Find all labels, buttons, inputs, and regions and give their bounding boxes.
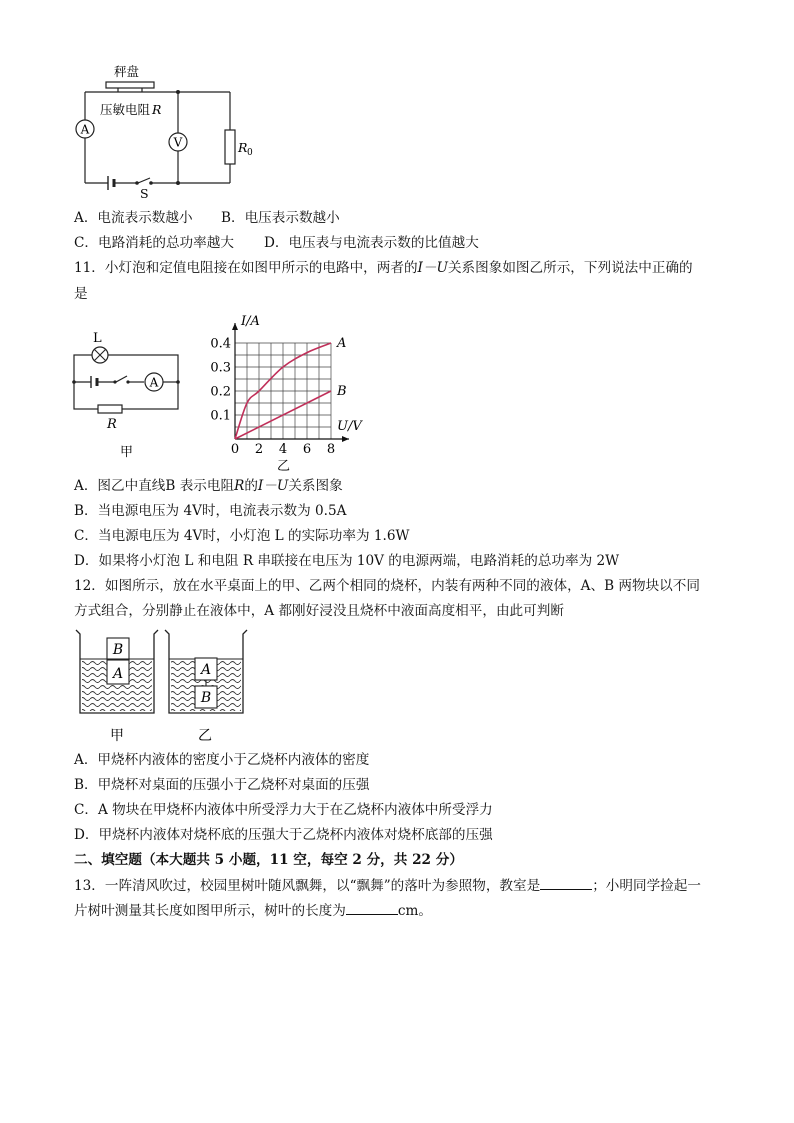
q11-circuit-figure	[70, 326, 185, 461]
beaker-left	[76, 630, 158, 713]
ammeter-label: A	[80, 122, 90, 137]
series-label-A: A	[337, 336, 347, 351]
beaker-caption-left: 甲	[110, 728, 124, 744]
y-tick-label: 0.1	[210, 408, 231, 424]
q10-option-d: D．电压表与电流表示数的比值越大	[264, 235, 479, 251]
y-axis-arrow	[232, 323, 238, 330]
beaker-caption-right: 乙	[198, 728, 212, 744]
q11-option-b: B．当电源电压为 4V时，电流表示数为 0.5A	[74, 503, 347, 519]
x-axis-label: U/V	[337, 419, 362, 434]
r0-subscript: 0	[247, 148, 253, 158]
q12-option-b: B．甲烧杯对桌面的压强小于乙烧杯对桌面的压强	[74, 777, 370, 793]
x-tick-label: 8	[326, 442, 336, 457]
section-heading: 二、填空题（本大题共 5 小题，11 空，每空 2 分，共 22 分）	[74, 852, 463, 868]
sensor-label: 压敏电阻	[100, 102, 151, 117]
sensor-var: R	[152, 102, 162, 117]
q11-stem-line2: 是	[74, 286, 88, 302]
q12-stem-line2: 方式组合，分别静止在液体中，A 都刚好浸没且烧杯中液面高度相平，由此可判断	[74, 603, 564, 619]
block-a-right: A	[200, 662, 212, 678]
q10-option-c: C．电路消耗的总功率越大	[74, 235, 234, 251]
switch-label: S	[140, 186, 149, 200]
ammeter-label-q11: A	[149, 375, 159, 390]
x-tick-label: 0	[230, 442, 240, 457]
x-tick-label: 4	[278, 442, 288, 457]
y-tick-label: 0.2	[210, 384, 231, 400]
x-tick-label: 2	[254, 442, 264, 457]
block-a-left: A	[112, 666, 124, 682]
q12-option-d: D．甲烧杯内液体对烧杯底的压强大于乙烧杯内液体对烧杯底部的压强	[74, 827, 493, 843]
q10-circuit-figure	[70, 62, 270, 200]
q10-option-a: A．电流表示数越小	[74, 210, 193, 226]
q11-stem-line1: 11．小灯泡和定值电阻接在如图甲所示的电路中，两者的I－U关系图象如图乙所示，下列说法中正确的	[74, 260, 693, 276]
y-tick-label: 0.3	[210, 360, 231, 376]
y-tick-label: 0.4	[210, 336, 231, 352]
series-label-B: B	[337, 384, 347, 399]
r0-label: R	[238, 140, 248, 155]
block-b-right: B	[200, 690, 212, 706]
x-tick-label: 6	[302, 442, 312, 457]
block-b-left: B	[112, 642, 124, 658]
q11-option-d: D．如果将小灯泡 L 和电阻 R 串联接在电压为 10V 的电源两端，电路消耗的总功率为 2W	[74, 553, 620, 569]
beaker-right	[165, 630, 247, 713]
voltmeter-label: V	[173, 135, 183, 150]
resistor-label: R	[107, 417, 117, 432]
answer-blank-2[interactable]	[346, 900, 398, 915]
q13-line1: 13．一阵清风吹过，校园里树叶随风飘舞，以“飘舞”的落叶为参照物，教室是 ；小明同学捡起一	[74, 875, 701, 896]
q13-line2: 片树叶测量其长度如图甲所示，树叶的长度为 cm。	[74, 900, 432, 921]
y-axis-label: I/A	[241, 314, 260, 329]
q12-beakers-figure	[70, 624, 250, 746]
q11-option-c: C．当电源电压为 4V时，小灯泡 L 的实际功率为 1.6W	[74, 528, 410, 544]
chart-caption: 乙	[277, 459, 291, 473]
x-axis-arrow	[342, 436, 349, 442]
q11-option-a: A．图乙中直线B 表示电阻R的I－U关系图象	[74, 478, 343, 494]
q12-option-c: C．A 物块在甲烧杯内液体中所受浮力大于在乙烧杯内液体中所受浮力	[74, 802, 493, 818]
iu-chart	[203, 303, 383, 473]
answer-blank-1[interactable]	[540, 875, 592, 890]
q12-option-a: A．甲烧杯内液体的密度小于乙烧杯内液体的密度	[74, 752, 370, 768]
q10-option-b: B．电压表示数越小	[221, 210, 340, 226]
lamp-label: L	[93, 331, 102, 346]
circuit-caption: 甲	[120, 445, 134, 460]
pan-label: 秤盘	[114, 64, 140, 79]
resistor-symbol	[98, 405, 122, 413]
q12-stem-line1: 12．如图所示，放在水平桌面上的甲、乙两个相同的烧杯，内装有两种不同的液体，A、B 两物块以不同	[74, 578, 700, 594]
